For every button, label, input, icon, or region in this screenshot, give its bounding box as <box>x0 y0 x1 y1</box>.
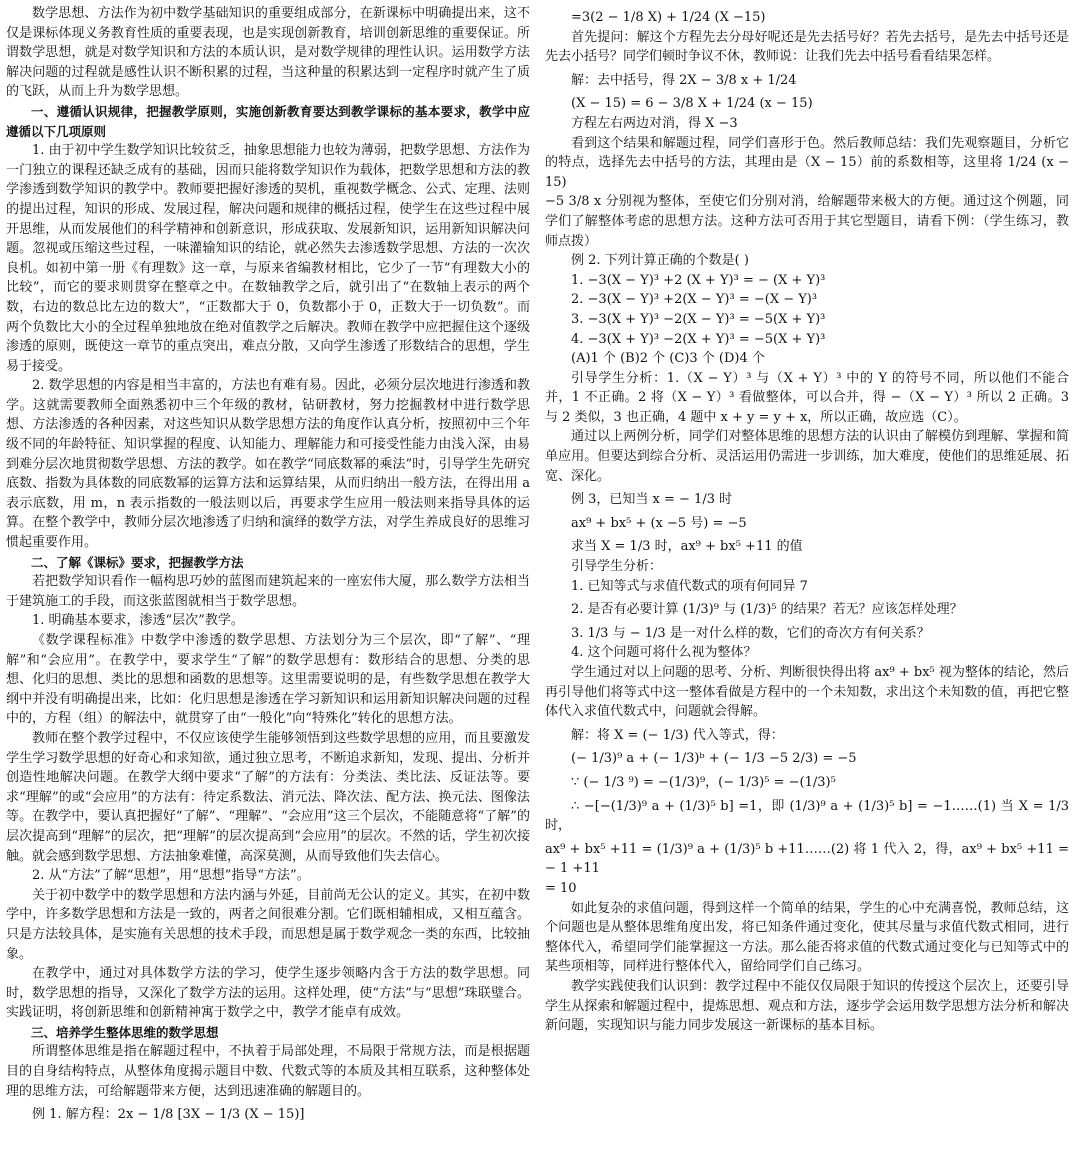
paragraph: 例 3，已知当 x = − 1/3 时 <box>571 492 733 508</box>
paragraph: 3. 1/3 与 − 1/3 是一对什么样的数，它们的奇次方有何关系？ <box>571 625 930 641</box>
paragraph: 求当 X = 1/3 时，ax⁹ + bx⁵ +11 的值 <box>571 539 803 555</box>
section-heading: 二、了解《课标》要求，把握教学方法 <box>31 554 244 570</box>
paragraph: 关于初中数学中的数学思想和方法内涵与外延，目前尚无公认的定义。其实，在初中数学中，许多数学思想和方法是一致的，两者之间很难分割。它们既相辅相成，又相互蕴含。只是方法较具体，是实施有关思想的技术手段，而思想是属于数学观念一类的东西，比较抽象。 <box>6 887 530 962</box>
left-column <box>6 4 530 1162</box>
paragraph: (A)1 个 (B)2 个 (C)3 个 (D)4 个 <box>571 351 765 367</box>
paragraph: 教学实践使我们认识到：教学过程中不能仅仅局限于知识的传授这个层次上，还要引导学生从探索和解题过程中，提炼思想、观点和方法，逐步学会运用数学思想方法分析和解决新问题，实现知识与能力同步发展这一新课标的基本目标。 <box>545 978 1069 1034</box>
paragraph: 教师在整个教学过程中，不仅应该使学生能够领悟到这些数学思想的应用，而且要激发学生学习数学思想的好奇心和求知欲，通过独立思考，不断追求新知，发现、提出、分析并创造性地解决问题。在教学大纲中要求“了解”的方法有：分类法、类比法、反证法等。要求“理解”的或“会应用”的方法有：待定系数法、消元法、降次法、配方法、换元法、图像法等。在教学中，要认真把握好“了解”、“理解”、“会应用”这三个层次，不能随意将“了解”的层次提高到“理解”的层次，把“理解”的层次提高到“会应用”的层次。不然的话，学生初次接触。就会感到数学思想、方法抽象难懂，高深莫测，从而导致他们失去信心。 <box>6 730 530 864</box>
paragraph: ∵ (− 1/3 ⁹) = −(1/3)⁹，(− 1/3)⁵ = −(1/3)⁵ <box>571 774 836 790</box>
paragraph: 数学思想、方法作为初中数学基础知识的重要组成部分，在新课标中明确提出来，这不仅是课标体现义务教育性质的重要表现，也是实现创新教育，培训创新思维的重要保证。所谓数学思想，就是对数学知识和方法的本质认识，是对数学规律的理性认识。运用数学方法解决问题的过程就是感性认识不断积累的过程，当这种量的积累达到一定程序时就产生了质的飞跃，从而上升为数学思想。 <box>6 6 530 100</box>
section-heading: 三、培养学生整体思维的数学思想 <box>31 1024 219 1040</box>
paragraph: =3(2 − 1/8 X) + 1/24 (X −15) <box>571 10 766 25</box>
paragraph: 看到这个结果和解题过程，同学们喜形于色。然后教师总结：我们先观察题目，分析它的特点，选择先去中括号的方法，其理由是（X − 15）前的系数相等，这里将 1/24 (x − 15) <box>545 135 1069 190</box>
paragraph: 2. −3(X − Y)³ +2(X − Y)³ = −(X − Y)³ <box>571 292 818 308</box>
paragraph: 如此复杂的求值问题，得到这样一个简单的结果，学生的心中充满喜悦，教师总结，这个问题也是从整体思维角度出发，将已知条件通过变化，使其尽量与求值代数式相同，进行整体代入，希望同学们能掌握这一方法。那么能否将求值的代数式通过变化与已知等式中的某些项相等，同样进行整体代入，留给同学们自己练习。 <box>545 900 1069 975</box>
right-column <box>545 4 1069 1162</box>
paragraph: 2. 从“方法”了解“思想”，用“思想”指导“方法”。 <box>32 868 310 884</box>
paragraph: ax⁹ + bx⁵ + (x −5 号) = −5 <box>571 515 747 531</box>
paragraph: ∴ −[−(1/3)⁹ a + (1/3)⁵ b] =1，即 (1/3)⁹ a + (1/3)⁵ b] = −1……(1) 当 X = 1/3 时， <box>545 798 1069 834</box>
paragraph: 引导学生分析：1.（X − Y）³ 与（X + Y）³ 中的 Y 的符号不同，所以他们不能合并，1 不正确。2 将（X − Y）³ 看做整体，可以合并，得 −（X − Y）³ 所以 2 正确。3 与 2 类似，3 也正确，4 题中 x + y = y + x，所以正确，故应选（C）。 <box>545 370 1069 425</box>
paragraph: 2. 是否有必要计算 (1/3)⁹ 与 (1/3)⁵ 的结果？若无？应该怎样处理？ <box>571 602 963 618</box>
paragraph: 1. 明确基本要求，渗透“层次”教学。 <box>32 613 244 629</box>
paragraph: 学生通过对以上问题的思考、分析、判断很快得出将 ax⁹ + bx⁵ 视为整体的结论，然后再引导他们将等式中这一整体看做是方程中的一个未知数，求出这个未知数的值，再把它整体代入求值代数式中，问题就会得解。 <box>545 665 1069 720</box>
paragraph: 在教学中，通过对具体数学方法的学习，使学生逐步领略内含于方法的数学思想。同时，数学思想的指导，又深化了数学方法的运用。这样处理，使“方法”与“思想”珠联璧合。实践证明，将创新思维和创新精神寓于数学之中，教学才能卓有成效。 <box>6 966 530 1021</box>
paragraph: 4. −3(X + Y)³ −2(X + Y)³ = −5(X + Y)³ <box>571 331 826 347</box>
paragraph: 1. −3(X − Y)³ +2 (X + Y)³ = − (X + Y)³ <box>571 272 826 288</box>
paragraph: 1. 由于初中学生数学知识比较贫乏，抽象思想能力也较为薄弱，把数学思想、方法作为一门独立的课程还缺乏成有的基础，因而只能将数学知识作为载体，把数学思想和方法的教学渗透到数学知识的教学中。教师要把握好渗透的契机，重视数学概念、公式、定理、法则的提出过程，知识的形成、发展过程，解决问题和规律的概括过程，使学生在这些过程中展开思维，从而发展他们的科学精神和创新意识，形成获取、发展新知识，运用新知识解决问题。忽视或压缩这些过程，一味灌输知识的结论，就必然失去渗透数学思想、方法的一次次良机。如初中第一册《有理数》这一章，与原来省编教材相比，它少了一节“有理数大小的比较”，而它的要求则贯穿在整章之中。在数轴教学之后，就引出了“在数轴上表示的两个数，右边的数总比左边的数大”，“正数都大于 0，负数都小于 0，正数大于一切负数”。而两个负数比大小的全过程单独地放在绝对值教学之后解决。教师在教学中应把握住这个逐级渗透的原则，既使这一章节的重点突出，难点分散，又向学生渗透了形数结合的思想，学生易于接受。 <box>6 143 530 374</box>
paragraph: 首先提问：解这个方程先去分母好呢还是先去括号好？若先去括号，是先去中括号还是先去小括号？同学们顿时争议不休，教师说：让我们先去中括号看看结果怎样。 <box>545 29 1069 65</box>
paragraph: 2. 数学思想的内容是相当丰富的，方法也有难有易。因此，必须分层次地进行渗透和教学。这就需要教师全面熟悉初中三个年级的教材，钻研教材，努力挖掘教材中进行数学思想、方法渗透的各种因素，对这些知识从数学思想方法的角度作认真分析，按照初中三个年级不同的年龄特征、知识掌握的程度、认知能力、理解能力和可接受性能力由浅入深，由易到难分层次地贯彻数学思想、方法的教学。如在教学“同底数幂的乘法”时，引导学生先研究底数、指数为具体数的同底数幂的运算方法和运算结果，从而归纳出一般方法，在得出用 a 表示底数，用 m，n 表示指数的一般法则以后，再要求学生应用一般法则来指导具体的运算。在整个教学中，教师分层次地渗透了归纳和演绎的数学方法，对学生养成良好的思维习惯起重要作用。 <box>6 378 530 551</box>
paragraph: 例 1. 解方程：2x − 1/8 [3X − 1/3 (X − 15)] <box>32 1107 305 1123</box>
paragraph: 3. −3(X + Y)³ −2(X − Y)³ = −5(X + Y)³ <box>571 311 826 327</box>
paragraph: (− 1/3)⁹ a + (− 1/3)ᵇ + (− 1/3 −5 2/3) = −5 <box>571 751 857 767</box>
paragraph: 解：将 X = (− 1/3) 代入等式，得： <box>571 727 784 743</box>
paragraph: 4. 这个问题可将什么视为整体？ <box>571 645 757 661</box>
paragraph: 若把数学知识看作一幅构思巧妙的蓝图而建筑起来的一座宏伟大厦，那么数学方法相当于建筑施工的手段，而这张蓝图就相当于数学思想。 <box>6 574 530 609</box>
paragraph: 所谓整体思维是指在解题过程中，不执着于局部处理，不局限于常规方法，而是根据题目的自身结构特点，从整体角度揭示题目中数、代数式等的本质及其相互联系，这种整体处理的思维方法，可给解题带来方便，达到迅速准确的解题目的。 <box>6 1044 530 1099</box>
paragraph: 通过以上两例分析，同学们对整体思维的思想方法的认识由了解模仿到理解、掌握和简单应用。但要达到综合分析、灵活运用仍需进一步训练，加大难度，使他们的思维延展、拓宽、深化。 <box>545 429 1069 484</box>
paragraph: 《数学课程标准》中数学中渗透的数学思想、方法划分为三个层次，即“了解”、“理解”和“会应用”。在教学中，要求学生“了解”的数学思想有：数形结合的思想、分类的思想、化归的思想、类比的思想和函数的思想等。这里需要说明的是，有些数学思想在教学大纲中并没有明确提出来，比如：化归思想是渗透在学习新知识和运用新知识解决问题的过程中的，方程（组）的解法中，就贯穿了由“一般化”向“特殊化”转化的思想方法。 <box>6 633 530 727</box>
paragraph: (X − 15) = 6 − 3/8 X + 1/24 (x − 15) <box>571 96 813 112</box>
paragraph: 解：去中括号，得 2X − 3/8 x + 1/24 <box>571 72 797 88</box>
paragraph: −5 3/8 x 分别视为整体，至使它们分别对消，给解题带来极大的方便。通过这个例题，同学们了解整体考虑的思想方法。这种方法可否用于其它型题目，请看下例：（学生练习，教师点拨） <box>545 194 1069 249</box>
section-heading: 一、遵循认识规律，把握教学原则，实施创新教育要达到教学课标的基本要求，教学中应遵循以下几项原则 <box>6 103 530 139</box>
paragraph: = 10 <box>545 880 577 896</box>
paragraph: 1. 已知等式与求值代数式的项有何同异 7 <box>571 578 808 594</box>
paragraph: ax⁹ + bx⁵ +11 = (1/3)⁹ a + (1/3)⁵ b +11……(2) 将 1 代入 2，得，ax⁹ + bx⁵ +11 = − 1 +11 <box>545 841 1069 877</box>
paragraph: 引导学生分析： <box>571 559 663 575</box>
paragraph: 方程左右两边对消，得 X −3 <box>571 115 738 131</box>
paragraph: 例 2. 下列计算正确的个数是( ) <box>571 253 749 269</box>
